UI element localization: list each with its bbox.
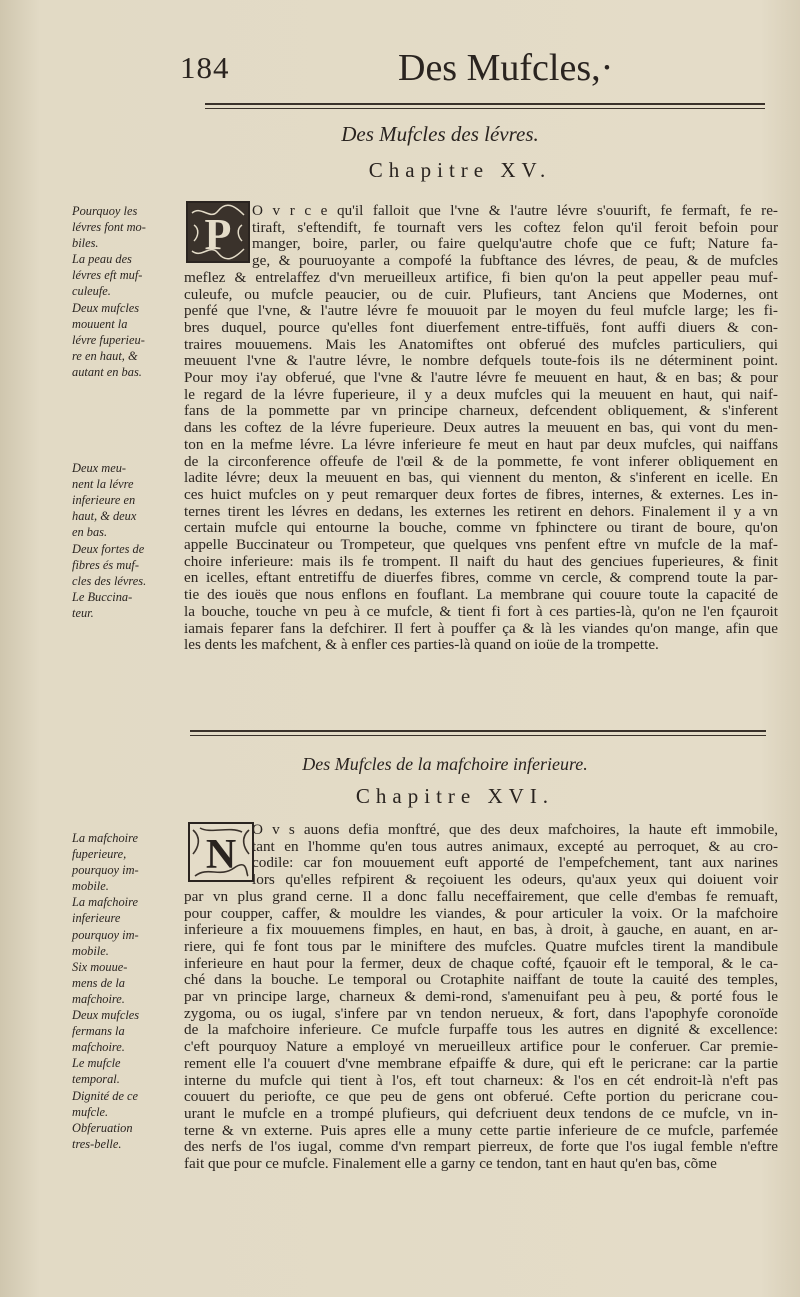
text-line: en icelles, eftant entretiffu de diuerfes fibres, comme vn cercle, & comprend toute la par- [184, 569, 778, 587]
text-line: pour coupper, caffer, & mouldre les viandes, & pour articuler la voix. Or la mafchoire [184, 904, 778, 922]
text-line: ces huict mufcles on y peut remarquer deux fortes de fibres, internes, & externes. Les in- [184, 485, 778, 503]
margin-note-line: temporal. [72, 1072, 120, 1087]
text-line: couuert du periofte, ce que peu de gens ont obferué. Cefte portion du pericrane cou- [184, 1088, 778, 1106]
text-line: bres duquel, pource qu'elles font diuerfement entre-tiffuës, font auffi diuers & con- [184, 318, 778, 336]
text-line: inferieure a fix mouuemens fimples, en haut, en bas, à droit, à gauche, en auant, en ar- [184, 921, 778, 939]
text-line: le regard de la lévre fuperieure, il y a deux mufcles qui la meuuent en haut, qui naif- [184, 385, 778, 403]
margin-note-line: lévres eft muf- [72, 268, 143, 283]
margin-note-line: Pourquoy les [72, 204, 138, 218]
text-line: ché dans la bouche. Le temporal ou Crotaphite naiffant de toute la cauité des temples, [184, 971, 778, 989]
margin-note-line: mufcle. [72, 1104, 109, 1119]
margin-note-line: Le Buccina- [72, 589, 133, 604]
text-line: meuuent l'vne & l'autre lévre, le nombre defquels toute-fois ils ne déterminent point. [184, 352, 778, 370]
margin-note-line: culeufe. [72, 284, 111, 299]
margin-note-line: en bas. [72, 525, 108, 540]
text-line: meflez & entrelaffez d'vn merueilleux artifice, fi bien qu'on la peut appeller peau muf- [184, 268, 778, 286]
text-line: ternes tirent les lévres en dedans, les externes les retirent en dehors. Finalement il y a vn [184, 502, 778, 520]
text-line: O v s auons defia monftré, que des deux mafchoires, la haute eft immobile, [252, 821, 778, 838]
margin-note-line: Dignité de ce [72, 1088, 139, 1103]
text-line: choire inferieure: mais ils fe trompent. Il naift du haut des genciues fuperieures, & finit [184, 552, 778, 570]
text-line: de la mafchoire inferieure. Ce mufcle furpaffe tous les autres en dignité & excellence: [184, 1021, 778, 1039]
margin-note-line: La mafchoire [72, 831, 138, 845]
margin-note-line: mens de la [72, 975, 125, 990]
text-line: penfé que l'vne, & l'autre lévre fe mouuoit par le moyen du feul mufcle large; les fi- [184, 302, 778, 320]
text-line: urant le mufcle en a trompé plufieurs, qui defcriuent deux tendons de ce mufcle, vn in- [184, 1104, 778, 1122]
text-line: codile: car fon mouuement euft apporté de l'empefchement, tant aux narines [252, 854, 778, 872]
margin-note-line [72, 444, 182, 460]
chapter-text [184, 822, 778, 1173]
chapter-text [184, 203, 778, 654]
margin-note-line: fibres és muf- [72, 557, 139, 572]
text-line: par vn principe large, charneux & demi-rond, s'amenuifant peu à peu, & porté fous le [184, 988, 778, 1006]
svg-text:P: P [204, 210, 232, 259]
margin-note-line: La mafchoire [72, 895, 138, 910]
svg-text:N: N [205, 832, 237, 878]
text-line: ladite lévre; deux la meuuent en bas, qui viennent du menton, & s'inferent en icelle. En [184, 469, 778, 487]
margin-note-line: biles. [72, 236, 99, 251]
running-title: Des Mufcles,· [398, 47, 614, 89]
margin-note-line: Le mufcle [72, 1056, 121, 1071]
text-line: ge, & pouruoyante a compofé la fubftance des lévres, de peau, & de mufcles [252, 252, 778, 270]
text-line: tant en l'homme qu'en tous autres animaux, excepté au perroquet, & au cro- [252, 837, 778, 855]
chapter-heading: Chapitre XVI. [355, 784, 555, 808]
text-line: inferieure en haut pour la fermer, deux de chaque cofté, fçauoir eft le temporal, & le ca- [184, 954, 778, 972]
text-line: appelle Buccinateur ou Trompeteur, que quelques vns penfent eftre vn mufcle de la maf- [184, 536, 778, 554]
text-line: dans les coftez de la lévre fuperieure. Deux autres la meuuent en bas, qui vont du men- [184, 419, 778, 437]
margin-note-line: nent la lévre [72, 477, 134, 492]
chapter-heading: Chapitre XV. [368, 158, 552, 182]
margin-note-line: fermans la [72, 1024, 125, 1039]
text-line: des nerfs de l'os iugal, comme d'vn rempart pierreux, de forte que l'os iugal femble n'eftre [184, 1138, 778, 1156]
section-rule [190, 730, 766, 732]
margin-note-line: teur. [72, 605, 94, 620]
text-line: tie des iouës que nous enflons en fouflant. La membrane qui couure toute la capacité de [184, 586, 778, 604]
margin-note-line: autant en bas. [72, 364, 142, 379]
margin-note-line: fuperieure, [72, 847, 127, 862]
header-rule [205, 103, 765, 105]
margin-note-line: mobile. [72, 943, 109, 958]
section-title: Des Mufcles des lévres. [341, 122, 539, 146]
text-line: terne & vn externe. Puis apres elle a muny cette partie inferieure de ce mufcle, parfemée [184, 1121, 778, 1139]
section-rule-thin [190, 735, 766, 736]
margin-note-line [72, 396, 182, 412]
header-rule-thin [205, 108, 765, 109]
margin-note-line: Deux mufcles [72, 1008, 140, 1023]
text-line: traires mouuemens. Mais les Anatomiftes ont obferué des mufcles particuliers, qui [184, 335, 778, 353]
text-line: O v r c e qu'il falloit que l'vne & l'autre lévre s'ouurift, fe fermaft, fe re- [252, 202, 778, 219]
text-line: fait que pour ce mufcle. Finalement elle a garny ce tendon, tant en haut qu'en bas, cõme [184, 1155, 717, 1173]
margin-note-line: mouuent la [72, 316, 128, 331]
text-line: tiraft, s'eftendift, fe tournaft vers les coftez felon qu'il feroit befoin pour [252, 218, 778, 236]
margin-note-line [72, 428, 182, 444]
margin-note-line [72, 380, 182, 396]
margin-note-line: mafchoire. [72, 1040, 125, 1055]
text-line: par vn plus grand cerne. Il a donc fallu neceffairement, que celle d'embas fe remuaft, [184, 887, 778, 905]
text-line: les dents les mafchent, & à enfler ces parties-là quand on ioüe de la trompette. [184, 636, 659, 654]
margin-note-line: lévres font mo- [72, 220, 146, 235]
text-line: ton en la mefme lévre. La lévre inferieure fe meut en haut par deux mufcles, qui naiffans [184, 435, 778, 453]
margin-note-line: Six mouue- [72, 959, 128, 974]
margin-note-line: mafchoire. [72, 991, 125, 1006]
text-line: interne du mufcle qui tient à l'os, eft tout charneux: & l'os en cét endroit-là n'eft pas [184, 1071, 778, 1089]
margin-note-line: Deux meu- [72, 461, 127, 476]
margin-note-line [72, 412, 182, 428]
margin-note-line: inferieure en [72, 493, 136, 508]
text-line: iamais feparer fans la defchirer. Il fert à pouffer ça & là les viandes qu'on mange, afin que [184, 619, 778, 637]
text-line: lors qu'elles refpirent & reçoiuent les odeurs, qu'aux yeux qui doiuent voir [252, 871, 778, 889]
text-line: culeufe, ou mufcle peaucier, ou de cuir. Plufieurs, tant Anciens que Modernes, ont [184, 285, 778, 303]
margin-note-line: pourquoy im- [72, 927, 139, 942]
margin-note-line: Deux fortes de [72, 541, 145, 556]
text-line: zygoma, ou os iugal, s'infere par vn tendon nerueux, & fort, dans l'apophyfe coronoïde [184, 1004, 778, 1022]
margin-note-line: tres-belle. [72, 1136, 122, 1151]
margin-notes [72, 203, 182, 621]
page-number: 184 [180, 50, 230, 85]
text-line: fans de la pommette par vn principe charneux, defcendent obliquement, & s'inferent [184, 402, 778, 420]
page-header [0, 46, 800, 96]
margin-note-line: cles des lévres. [72, 573, 147, 588]
text-line: certain mufcle qui entourne la bouche, comme vn fphinctere ou tirant de boure, qu'on [184, 519, 778, 537]
margin-note-line: lévre fuperieu- [72, 332, 145, 347]
margin-note-line: Obferuation [72, 1120, 133, 1135]
text-line: Pour moy i'ay obferué, que l'vne & l'autre lévre fe meuuent en haut, & en bas; & pour [184, 369, 778, 387]
margin-note-line: Deux mufcles [72, 300, 140, 315]
margin-note-line: haut, & deux [72, 509, 137, 524]
text-line: riere, qui fe font tous par le miniftere des mufcles. Quatre mufcles tirent la mandibule [184, 937, 778, 955]
margin-note-line: La peau des [72, 252, 132, 267]
text-line: de la circonference offeufe de l'œil & de la pommette, fe vont inferer obliquement en [184, 452, 778, 470]
margin-note-line: pourquoy im- [72, 863, 139, 878]
margin-note-line: re en haut, & [72, 348, 138, 363]
margin-note-line: inferieure [72, 911, 121, 926]
text-line: rement elle l'a couuert d'vne membrane efpaiffe & dure, qui eft le pericrane: car la partie [184, 1054, 778, 1072]
text-line: c'eft pourquoy Nature a employé vn merueilleux artifice pour le conferuer. Car premie- [184, 1038, 778, 1056]
text-line: manger, boire, parler, ou faire quelqu'autre chofe que ce fuft; Nature fa- [252, 235, 778, 253]
margin-notes [72, 830, 182, 1152]
text-line: la bouche, touche vn peu à ce mufcle, & tient fi fort à ces parties-là, qu'on ne l'en fçauroit [184, 602, 778, 620]
section-title: Des Mufcles de la mafchoire inferieure. [302, 754, 588, 774]
margin-note-line: mobile. [72, 879, 109, 894]
